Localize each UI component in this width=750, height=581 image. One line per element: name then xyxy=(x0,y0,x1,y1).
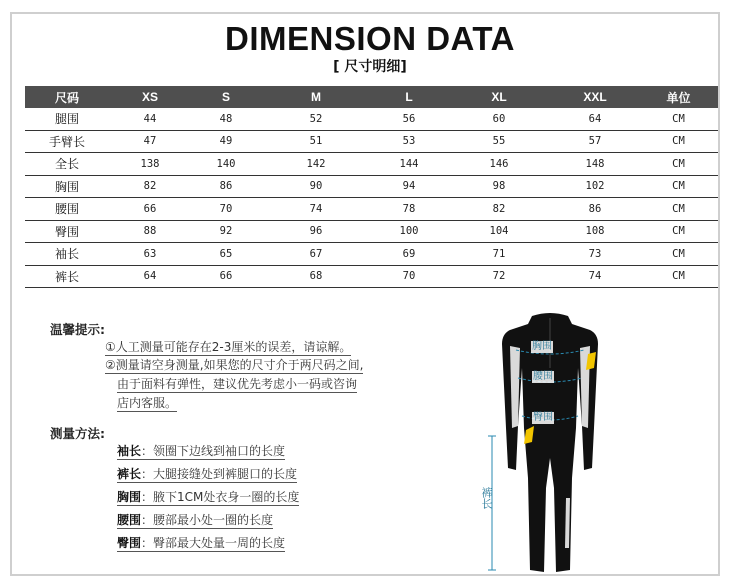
header-size: 尺码 xyxy=(25,86,109,108)
method-desc: ：腋下1CM处衣身一圈的长度 xyxy=(141,490,300,504)
cell-value: 49 xyxy=(191,130,261,153)
cell-unit: CM xyxy=(639,265,718,288)
cell-value: 98 xyxy=(447,175,551,198)
table-row xyxy=(25,198,718,221)
cell-unit: CM xyxy=(639,220,718,243)
cell-value: 67 xyxy=(261,243,371,266)
cell-value: 86 xyxy=(191,175,261,198)
method-desc: ：腰部最小处一圈的长度 xyxy=(141,513,274,527)
cell-value: 104 xyxy=(447,220,551,243)
cell-unit: CM xyxy=(639,198,718,221)
cell-value: 90 xyxy=(261,175,371,198)
table-row xyxy=(25,153,718,176)
cell-value: 51 xyxy=(261,130,371,153)
cell-value: 78 xyxy=(371,198,447,221)
header-s: S xyxy=(191,86,261,108)
method-term: 裤长 xyxy=(117,467,142,481)
method-desc: ：领圈下边线到袖口的长度 xyxy=(141,444,286,458)
cell-value: 86 xyxy=(551,198,639,221)
method-term: 腰围 xyxy=(117,513,142,527)
method-item xyxy=(117,443,285,460)
cell-value: 64 xyxy=(109,265,191,288)
cell-value: 48 xyxy=(191,108,261,130)
cell-value: 55 xyxy=(447,130,551,153)
header-xl: XL xyxy=(447,86,551,108)
cell-value: 82 xyxy=(447,198,551,221)
hip-label: 臀围 xyxy=(533,412,553,423)
tip-line-2: ②测量请空身测量,如果您的尺寸介于两尺码之间, xyxy=(105,358,364,372)
cell-unit: CM xyxy=(639,130,718,153)
cell-value: 60 xyxy=(447,108,551,130)
cell-value: 74 xyxy=(261,198,371,221)
method-term: 胸围 xyxy=(117,490,142,504)
cell-value: 70 xyxy=(191,198,261,221)
cell-value: 66 xyxy=(109,198,191,221)
cell-value: 88 xyxy=(109,220,191,243)
cell-value: 102 xyxy=(551,175,639,198)
cell-value: 94 xyxy=(371,175,447,198)
cell-value: 146 xyxy=(447,153,551,176)
header-xxl: XXL xyxy=(551,86,639,108)
tip-line-3: 由于面料有弹性，建议优先考虑小一码或咨询 xyxy=(117,377,358,391)
cell-unit: CM xyxy=(639,175,718,198)
cell-value: 69 xyxy=(371,243,447,266)
table-row xyxy=(25,130,718,153)
cell-unit: CM xyxy=(639,243,718,266)
row-label: 袖长 xyxy=(25,243,109,266)
size-table xyxy=(25,86,718,288)
row-label: 腿围 xyxy=(25,108,109,130)
tips-title: 温馨提示: xyxy=(50,322,105,337)
cell-value: 44 xyxy=(109,108,191,130)
table-row xyxy=(25,243,718,266)
cell-value: 68 xyxy=(261,265,371,288)
header-l: L xyxy=(371,86,447,108)
row-label: 胸围 xyxy=(25,175,109,198)
method-term: 臀围 xyxy=(117,536,142,550)
cell-value: 92 xyxy=(191,220,261,243)
method-desc: ：臀部最大处量一周的长度 xyxy=(141,536,286,550)
cell-unit: CM xyxy=(639,108,718,130)
cell-value: 100 xyxy=(371,220,447,243)
cell-value: 52 xyxy=(261,108,371,130)
cell-value: 57 xyxy=(551,130,639,153)
page-title: DIMENSION DATA xyxy=(225,20,515,57)
cell-value: 72 xyxy=(447,265,551,288)
cell-value: 53 xyxy=(371,130,447,153)
tip-line-1: ①人工测量可能存在2-3厘米的误差，请谅解。 xyxy=(105,340,352,354)
cell-value: 63 xyxy=(109,243,191,266)
row-label: 裤长 xyxy=(25,265,109,288)
header-unit: 单位 xyxy=(639,86,718,108)
row-label: 手臂长 xyxy=(25,130,109,153)
cell-value: 47 xyxy=(109,130,191,153)
cell-unit: CM xyxy=(639,153,718,176)
cell-value: 66 xyxy=(191,265,261,288)
row-label: 臀围 xyxy=(25,220,109,243)
method-item xyxy=(117,535,285,552)
cell-value: 138 xyxy=(109,153,191,176)
method-item xyxy=(117,489,299,506)
cell-value: 65 xyxy=(191,243,261,266)
cell-value: 144 xyxy=(371,153,447,176)
cell-value: 70 xyxy=(371,265,447,288)
row-label: 腰围 xyxy=(25,198,109,221)
cell-value: 108 xyxy=(551,220,639,243)
waist-label: 腰围 xyxy=(533,371,553,382)
cell-value: 96 xyxy=(261,220,371,243)
cell-value: 140 xyxy=(191,153,261,176)
cell-value: 73 xyxy=(551,243,639,266)
table-row xyxy=(25,108,718,130)
cell-value: 74 xyxy=(551,265,639,288)
method-title: 测量方法: xyxy=(50,426,105,441)
table-row xyxy=(25,265,718,288)
method-term: 袖长 xyxy=(117,444,142,458)
method-item xyxy=(117,466,297,483)
cell-value: 82 xyxy=(109,175,191,198)
page-subtitle: [ 尺寸明细] xyxy=(333,59,407,75)
cell-value: 71 xyxy=(447,243,551,266)
method-item xyxy=(117,512,273,529)
table-row xyxy=(25,220,718,243)
header-m: M xyxy=(261,86,371,108)
table-header-row xyxy=(25,86,718,108)
pants-length-label: 裤长 xyxy=(480,487,493,509)
chest-label: 胸围 xyxy=(532,341,552,352)
method-desc: ：大腿接缝处到裤腿口的长度 xyxy=(141,467,298,481)
row-label: 全长 xyxy=(25,153,109,176)
cell-value: 142 xyxy=(261,153,371,176)
table-row xyxy=(25,175,718,198)
cell-value: 148 xyxy=(551,153,639,176)
cell-value: 56 xyxy=(371,108,447,130)
cell-value: 64 xyxy=(551,108,639,130)
header-xs: XS xyxy=(109,86,191,108)
tip-line-4: 店内客服。 xyxy=(117,396,178,410)
